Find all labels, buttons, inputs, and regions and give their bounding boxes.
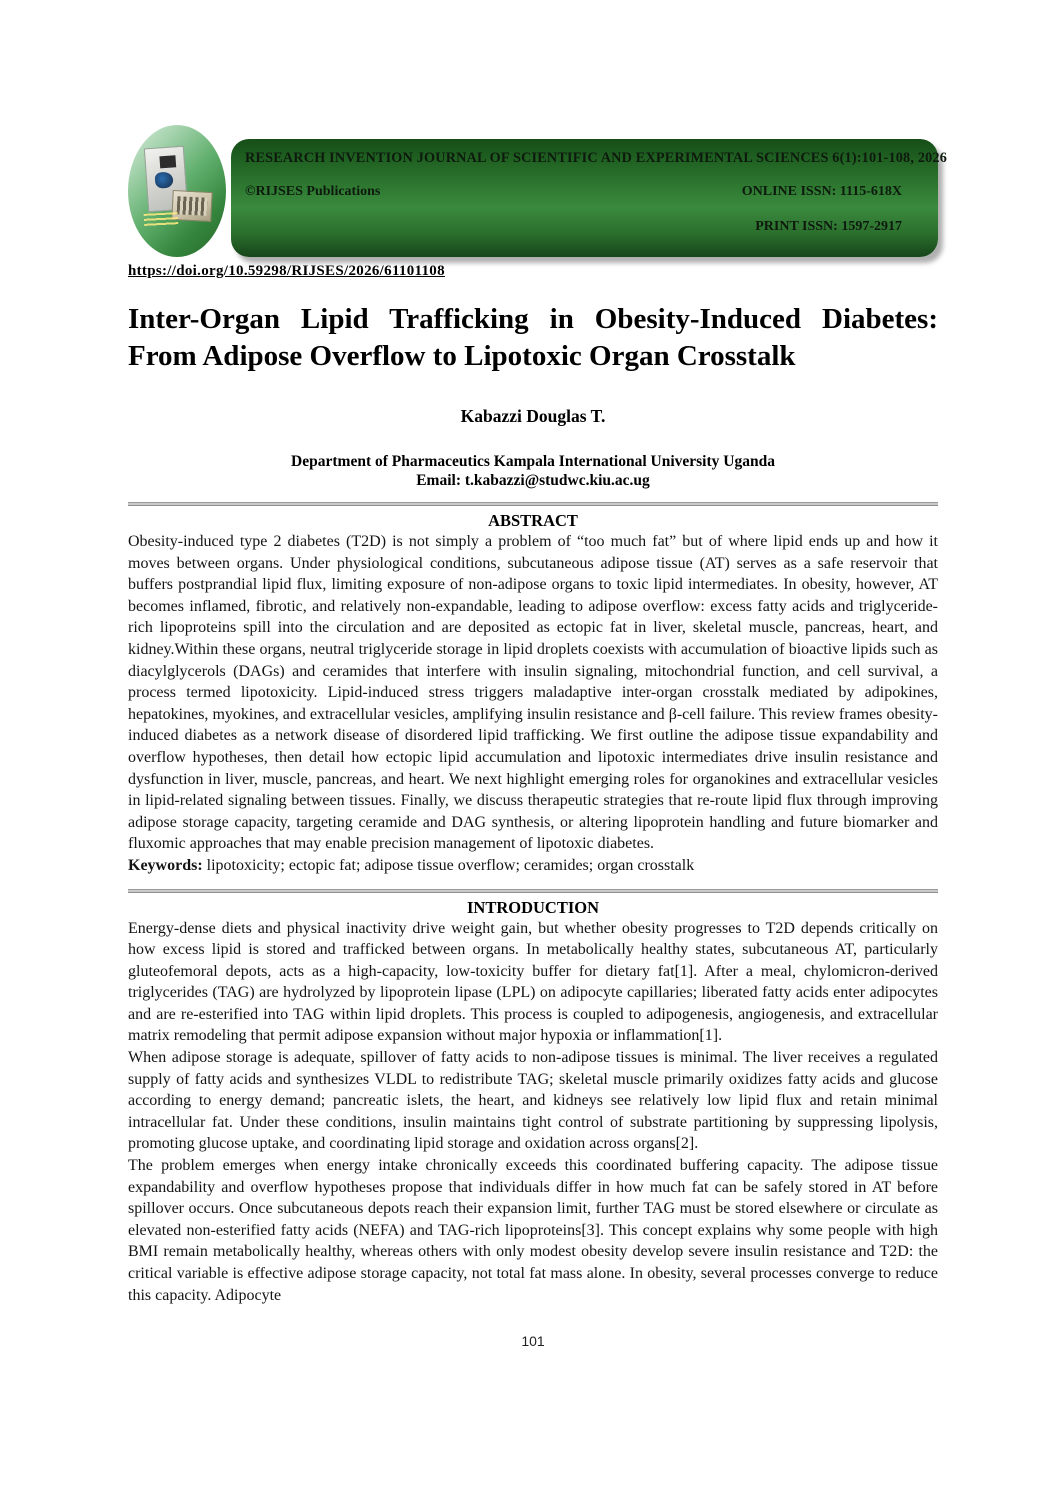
online-issn: ONLINE ISSN: 1115-618X <box>741 184 902 199</box>
introduction-paragraph: Energy-dense diets and physical inactivity drive weight gain, but whether obesity progresses to T2D depends critically on how excess lipid is stored and trafficked between organs. In metabolically healthy states, subcutaneous AT, particularly gluteofemoral depots, acts as a high-capacity, low-toxicity buffer for dietary fat[1]. After a meal, chylomicron-derived triglycerides (TAG) are hydrolyzed by lipoprotein lipase (LPL) on adipocyte capillaries; liberated fatty acids enter adipocytes and are re-esterified into TAG within lipid droplets. This process is coupled to adipogenesis, angiogenesis, and extracellular matrix remodeling that permit adipose expansion without major hypoxia or inflammation[1]. <box>128 919 938 1045</box>
introduction-paragraph: The problem emerges when energy intake chronically exceeds this coordinated buffering capacity. The adipose tissue expandability and overflow hypotheses propose that individuals differ in how much fat can be safely stored in AT before spillover occurs. Once subcutaneous depots reach their expansion limit, further TAG must be stored elsewhere or circulate as elevated non-esterified fatty acids (NEFA) and TAG-rich lipoproteins[3]. This concept explains why some people with high BMI remain metabolically healthy, whereas others with only modest obesity develop severe insulin resistance and T2D: the critical variable is effective adipose storage capacity, not total fat mass alone. In obesity, several processes converge to reduce this capacity. Adipocyte <box>128 1157 938 1304</box>
abstract-body: Obesity-induced type 2 diabetes (T2D) is not simply a problem of “too much fat” but of where lipid ends up and how it moves between organs. Under physiological conditions, subcutaneous adipose tissue (AT) serves as a safe reservoir that buffers postprandial lipid flux, limiting exposure of non-adipose organs to toxic lipid intermediates. In obesity, however, AT becomes inflamed, fibrotic, and relatively non-expandable, leading to adipose overflow: excess fatty acids and triglyceride-rich lipoproteins spill into the circulation and are deposited as ectopic fat in liver, skeletal muscle, pancreas, heart, and kidney.Within these organs, neutral triglyceride storage in lipid droplets coexists with accumulation of bioactive lipids such as diacylglycerols (DAGs) and ceramides that interfere with insulin signaling, mitochondrial function, and cell survival, a process termed lipotoxicity. Lipid-induced stress triggers maladaptive inter-organ crosstalk mediated by adipokines, hepatokines, myokines, and extracellular vesicles, amplifying insulin resistance and β-cell failure. This review frames obesity-induced diabetes as a network disease of disordered lipid trafficking. We first outline the adipose tissue expandability and overflow hypotheses, then detail how ectopic lipid accumulation and lipotoxic intermediates drive insulin resistance and dysfunction in liver, muscle, pancreas, and heart. We next highlight emerging roles for organokines and extracellular vesicles in lipid-related signaling between tissues. Finally, we discuss therapeutic strategies that re-route lipid flux through improving adipose storage capacity, targeting ceramide and DAG synthesis, or altering lipoprotein handling and future biomarker and fluxomic approaches that may enable precision management of lipotoxic diabetes. <box>128 533 938 853</box>
section-divider-top <box>128 502 938 506</box>
introduction-paragraph: When adipose storage is adequate, spillover of fatty acids to non-adipose tissues is minimal. The liver receives a regulated supply of fatty acids and synthesizes VLDL to redistribute TAG; skeletal muscle primarily oxidizes fatty acids and glucose according to energy demand; pancreatic islets, the heart, and kidneys see relatively low lipid flux and retain minimal intracellular fat. Under these conditions, insulin maintains tight control of substrate partitioning by suppressing lipolysis, promoting glucose uptake, and coordinating lipid storage and oxidation across organs[2]. <box>128 1049 938 1153</box>
logo-caption-text <box>144 212 179 228</box>
section-divider-bottom <box>128 889 938 893</box>
logo-blue-shape <box>155 172 174 189</box>
logo-camera-shape <box>159 155 176 168</box>
keywords-label: Keywords: <box>128 856 203 874</box>
journal-logo <box>128 125 226 257</box>
print-issn: PRINT ISSN: 1597-2917 <box>755 219 902 234</box>
journal-banner <box>231 139 948 257</box>
article-title: Inter-Organ Lipid Trafficking in Obesity-Induced Diabetes: From Adipose Overflow to Lipotoxic Organ Crosstalk <box>128 303 938 372</box>
doi-row <box>128 262 938 280</box>
doi-link[interactable]: https://doi.org/10.59298/RIJSES/2026/61101108 <box>128 263 445 279</box>
abstract-heading: ABSTRACT <box>488 511 578 530</box>
abstract-section <box>128 511 938 877</box>
keywords-line <box>128 855 938 877</box>
introduction-heading: INTRODUCTION <box>466 897 600 917</box>
author-affiliation: Department of Pharmaceutics Kampala International University Uganda <box>291 453 775 470</box>
author-name: Kabazzi Douglas T. <box>460 406 606 426</box>
journal-header <box>128 126 948 259</box>
keywords-text: lipotoxicity; ectopic fat; adipose tissue overflow; ceramides; organ crosstalk <box>202 856 695 874</box>
journal-title-line: RESEARCH INVENTION JOURNAL OF SCIENTIFIC AND EXPERIMENTAL SCIENCES 6(1):101-108, 2026 <box>245 150 948 166</box>
page-number: 101 <box>521 1333 545 1350</box>
logo-machine-slots <box>177 196 208 216</box>
author-email: Email: t.kabazzi@studwc.kiu.ac.ug <box>416 472 650 489</box>
publisher-label: ©RIJSES Publications <box>245 184 381 199</box>
introduction-section <box>128 898 938 1307</box>
